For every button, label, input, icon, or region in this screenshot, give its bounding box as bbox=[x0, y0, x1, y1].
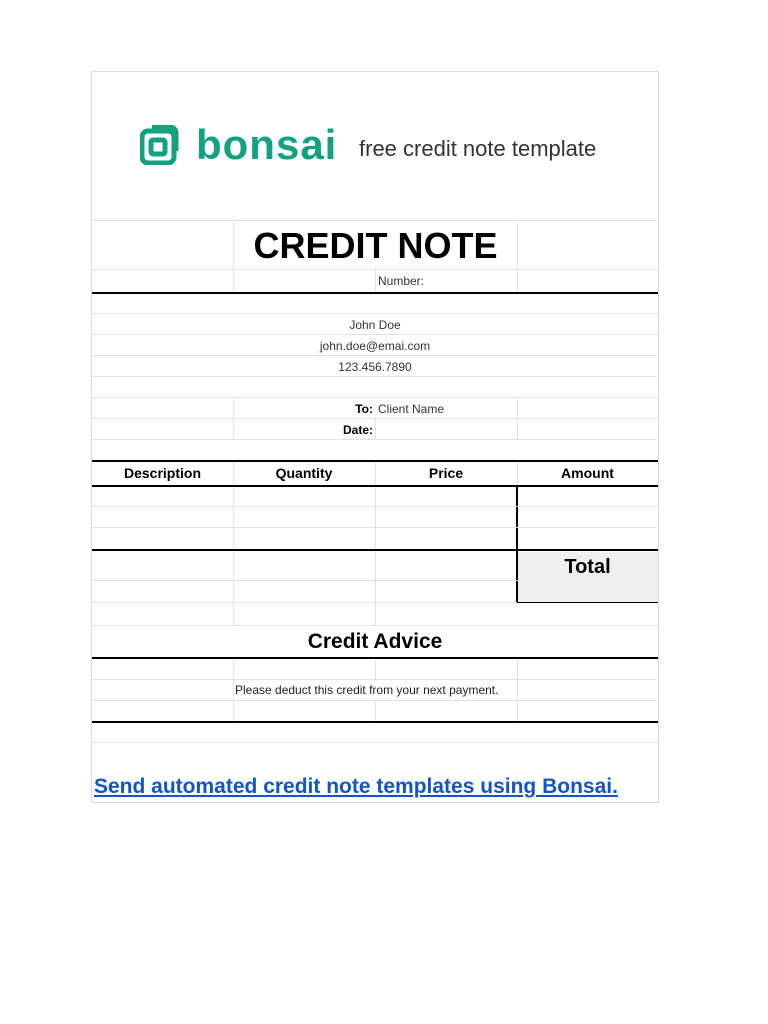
to-label: To: bbox=[355, 402, 373, 416]
header-quantity: Quantity bbox=[275, 465, 333, 481]
document-title: CREDIT NOTE bbox=[253, 225, 498, 266]
sender-name: John Doe bbox=[349, 318, 401, 332]
header-amount: Amount bbox=[561, 465, 614, 481]
header-price: Price bbox=[428, 465, 464, 481]
brand-name: bonsai bbox=[196, 121, 338, 168]
bonsai-promo-link[interactable]: Send automated credit note templates using Bonsai. bbox=[94, 775, 618, 798]
date-label: Date: bbox=[342, 423, 373, 437]
brand-tagline: free credit note template bbox=[359, 136, 597, 161]
header-description: Description bbox=[123, 465, 201, 481]
total-label: Total bbox=[564, 556, 611, 578]
header-logo-area bbox=[92, 72, 658, 220]
bonsai-logo-icon bbox=[140, 125, 180, 165]
credit-note-sheet bbox=[91, 71, 659, 803]
credit-advice-heading: Credit Advice bbox=[307, 630, 443, 653]
credit-advice-note: Please deduct this credit from your next payment. bbox=[235, 683, 499, 697]
client-name-field[interactable]: Client Name bbox=[378, 402, 445, 416]
sender-email: john.doe@emai.com bbox=[319, 339, 431, 353]
number-label: Number: bbox=[378, 274, 425, 288]
sender-phone: 123.456.7890 bbox=[338, 360, 412, 374]
